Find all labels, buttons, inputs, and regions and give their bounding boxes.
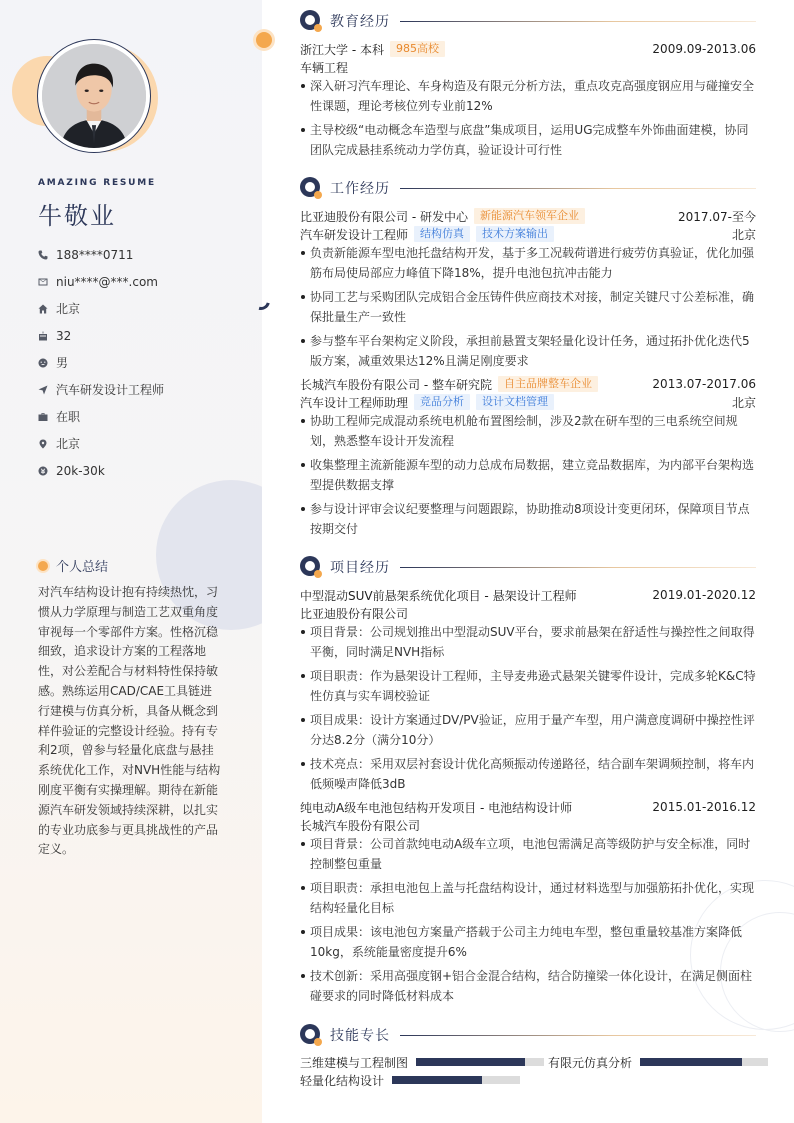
work-1-role-row <box>300 225 756 243</box>
info-email-text: niu****@***.com <box>56 274 158 289</box>
decor-edge-dot <box>256 32 272 48</box>
project-2-period: 2015.01-2016.12 <box>652 800 756 814</box>
project-2-company-row <box>300 816 756 834</box>
work-1-skill-tag: 结构仿真 <box>414 226 470 242</box>
info-phone <box>38 241 164 268</box>
skill-name: 三维建模与工程制图 <box>300 1055 409 1070</box>
info-salary-text: 20k-30k <box>56 463 105 478</box>
work-2-skill-tag: 竞品分析 <box>414 394 470 410</box>
skill-bar <box>416 1058 544 1066</box>
work-2-skill-tag: 设计文档管理 <box>476 394 554 410</box>
briefcase-icon <box>38 412 56 422</box>
info-target-position-text: 汽车研发设计工程师 <box>56 383 165 397</box>
sidebar <box>0 0 262 1123</box>
skill-name: 有限元仿真分析 <box>548 1055 633 1070</box>
section-icon <box>300 556 322 578</box>
summary-title: 个人总结 <box>56 560 109 575</box>
section-divider <box>400 21 756 22</box>
info-target-position <box>38 376 164 403</box>
education-header-row <box>300 40 756 58</box>
candidate-name: 牛敬业 <box>38 202 116 230</box>
contact-info-list <box>38 241 164 484</box>
list-item: 项目背景：公司规划推出中型混动SUV平台，要求前悬架在舒适性与操控性之间取得平衡，同时满足NVH指标 <box>300 622 756 662</box>
project-2-header-row <box>300 798 756 816</box>
work-2-header-row <box>300 375 756 393</box>
skill-item <box>300 1054 544 1070</box>
work-1-skill-tag: 技术方案输出 <box>476 226 554 242</box>
list-item: 收集整理主流新能源车型的动力总成布局数据，建立竞品数据库，为内部平台架构选型提供数据支撑 <box>300 455 756 495</box>
info-age <box>38 322 164 349</box>
avatar-icon <box>42 44 146 148</box>
skill-bar-fill <box>392 1076 482 1084</box>
list-item: 参与设计评审会议纪要整理与问题跟踪，协助推动8项设计变更闭环，保障项目节点按期交付 <box>300 499 756 539</box>
info-target-city <box>38 430 164 457</box>
list-item: 深入研习汽车理论、车身构造及有限元分析方法，重点攻克高强度钢应用与碰撞安全性课题，理论考核位列专业前12% <box>300 76 756 116</box>
skill-name: 轻量化结构设计 <box>300 1073 385 1088</box>
section-icon <box>300 1024 322 1046</box>
list-item: 项目背景：公司首款纯电动A级车立项，电池包需满足高等级防护与安全标准，同时控制整包重量 <box>300 834 756 874</box>
education-bullets <box>300 76 756 164</box>
section-skills-heading <box>300 1024 756 1046</box>
section-education-title: 教育经历 <box>330 14 390 30</box>
skill-bar-fill <box>640 1058 742 1066</box>
education-major-row <box>300 58 756 76</box>
section-work-heading <box>300 177 756 199</box>
work-1-bullets <box>300 243 756 375</box>
list-item: 负责新能源车型电池托盘结构开发，基于多工况载荷谱进行疲劳仿真验证，优化加强筋布局使局部应力峰值下降18%，提升电池包抗冲击能力 <box>300 243 756 283</box>
summary-heading <box>38 556 108 575</box>
info-age-text: 32 <box>56 328 72 343</box>
work-2-company: 长城汽车股份有限公司 - 整车研究院 <box>300 377 492 392</box>
skill-item <box>548 1054 768 1070</box>
list-item: 项目职责：作为悬架设计工程师，主导麦弗逊式悬架关键零件设计，完成多轮K&C特性仿真与实车调校验证 <box>300 666 756 706</box>
mail-icon <box>38 277 56 287</box>
list-item: 项目成果：设计方案通过DV/PV验证，应用于量产车型，用户满意度调研中操控性评分达8.2分（满分10分） <box>300 710 756 750</box>
list-item: 技术创新：采用高强度钢+铝合金混合结构，结合防撞梁一体化设计，在满足侧面柱碰要求的同时降低材料成本 <box>300 966 756 1006</box>
info-target-city-text: 北京 <box>56 437 81 451</box>
work-2-role-row <box>300 393 756 411</box>
education-tag: 985高校 <box>390 41 445 57</box>
send-icon <box>38 385 56 395</box>
section-divider <box>400 1035 756 1036</box>
info-residence-text: 北京 <box>56 302 81 316</box>
info-gender <box>38 349 164 376</box>
work-1-city: 北京 <box>731 227 756 242</box>
skill-item <box>300 1072 520 1088</box>
project-1-company: 比亚迪股份有限公司 <box>300 606 409 621</box>
profile-photo <box>42 44 146 148</box>
work-1-period: 2017.07-至今 <box>678 209 756 224</box>
project-2-company: 长城汽车股份有限公司 <box>300 818 421 833</box>
work-2-period: 2013.07-2017.06 <box>652 377 756 391</box>
summary-text: 对汽车结构设计抱有持续热忱，习惯从力学原理与制造工艺双重角度审视每一个零部件方案。性格沉稳细致，追求设计方案的工程落地性，对公差配合与材料特性保持敏感。熟练运用CAD/CAE工具链进行建模与仿真分析，具备从概念到样件验证的完整设计经验。持有专利2项，曾参与轻量化底盘与悬挂系统优化工作，对NVH性能与结构刚度平衡有实操理解。期待在新能源汽车研发领域持续深耕，以扎实的专业功底参与更具挑战性的产品定义。 <box>38 585 221 857</box>
work-1-header-row <box>300 207 756 225</box>
project-1-bullets <box>300 622 756 798</box>
salary-icon <box>38 466 56 476</box>
home-icon <box>38 304 56 314</box>
list-item: 项目成果：该电池包方案量产搭载于公司主力纯电车型，整包重量较基准方案降低10kg，系统能量密度提升6% <box>300 922 756 962</box>
list-item: 项目职责：承担电池包上盖与托盘结构设计，通过材料选型与加强筋拓扑优化，实现结构轻量化目标 <box>300 878 756 918</box>
work-1-company: 比亚迪股份有限公司 - 研发中心 <box>300 209 468 224</box>
list-item: 参与整车平台架构定义阶段，承担前悬置支架轻量化设计任务，通过拓扑优化迭代5版方案，减重效果达12%且满足刚度要求 <box>300 331 756 371</box>
project-2-bullets <box>300 834 756 1010</box>
location-pin-icon <box>38 439 56 449</box>
section-divider <box>400 567 756 568</box>
work-2-role: 汽车设计工程师助理 <box>300 395 409 410</box>
cake-icon <box>38 331 56 341</box>
section-divider <box>400 188 756 189</box>
project-2-title: 纯电动A级车电池包结构开发项目 - 电池结构设计师 <box>300 800 573 815</box>
list-item: 技术亮点：采用双层衬套设计优化高频振动传递路径，结合副车架调频控制，将车内低频噪声降低3dB <box>300 754 756 794</box>
work-1-tag: 新能源汽车领军企业 <box>474 208 585 224</box>
info-status-text: 在职 <box>56 410 81 424</box>
work-2-bullets <box>300 411 756 543</box>
info-status <box>38 403 164 430</box>
section-project-heading <box>300 556 756 578</box>
education-major: 车辆工程 <box>300 60 349 75</box>
info-email <box>38 268 164 295</box>
list-item: 协同工艺与采购团队完成铝合金压铸件供应商技术对接，制定关键尺寸公差标准，确保批量生产一致性 <box>300 287 756 327</box>
project-1-header-row <box>300 586 756 604</box>
section-work-title: 工作经历 <box>330 181 390 197</box>
education-school: 浙江大学 - 本科 <box>300 42 384 57</box>
resume-tagline: AMAZING RESUME <box>38 178 156 188</box>
work-2-tag: 自主品牌整车企业 <box>498 376 598 392</box>
profile-photo-frame <box>37 39 151 153</box>
info-residence <box>38 295 164 322</box>
info-salary <box>38 457 164 484</box>
bullet-dot-icon <box>38 561 48 571</box>
info-gender-text: 男 <box>56 356 69 370</box>
skill-bar-fill <box>416 1058 525 1066</box>
work-1-role: 汽车研发设计工程师 <box>300 227 409 242</box>
project-1-company-row <box>300 604 756 622</box>
project-1-title: 中型混动SUV前悬架系统优化项目 - 悬架设计工程师 <box>300 588 577 603</box>
skill-bar <box>640 1058 768 1066</box>
section-skills-title: 技能专长 <box>330 1028 390 1044</box>
education-period: 2009.09-2013.06 <box>652 42 756 56</box>
person-icon <box>38 358 56 368</box>
skill-bar <box>392 1076 520 1084</box>
section-education-heading <box>300 10 756 32</box>
section-icon <box>300 10 322 32</box>
list-item: 主导校级“电动概念车造型与底盘”集成项目，运用UG完成整车外饰曲面建模，协同团队完成悬挂系统动力学仿真，验证设计可行性 <box>300 120 756 160</box>
list-item: 协助工程师完成混动系统电机舱布置图绘制，涉及2款在研车型的三电系统空间规划，熟悉整车设计开发流程 <box>300 411 756 451</box>
info-phone-text: 188****0711 <box>56 247 134 262</box>
section-project-title: 项目经历 <box>330 560 390 576</box>
work-2-city: 北京 <box>731 395 756 410</box>
project-1-period: 2019.01-2020.12 <box>652 588 756 602</box>
phone-icon <box>38 250 56 260</box>
section-icon <box>300 177 322 199</box>
